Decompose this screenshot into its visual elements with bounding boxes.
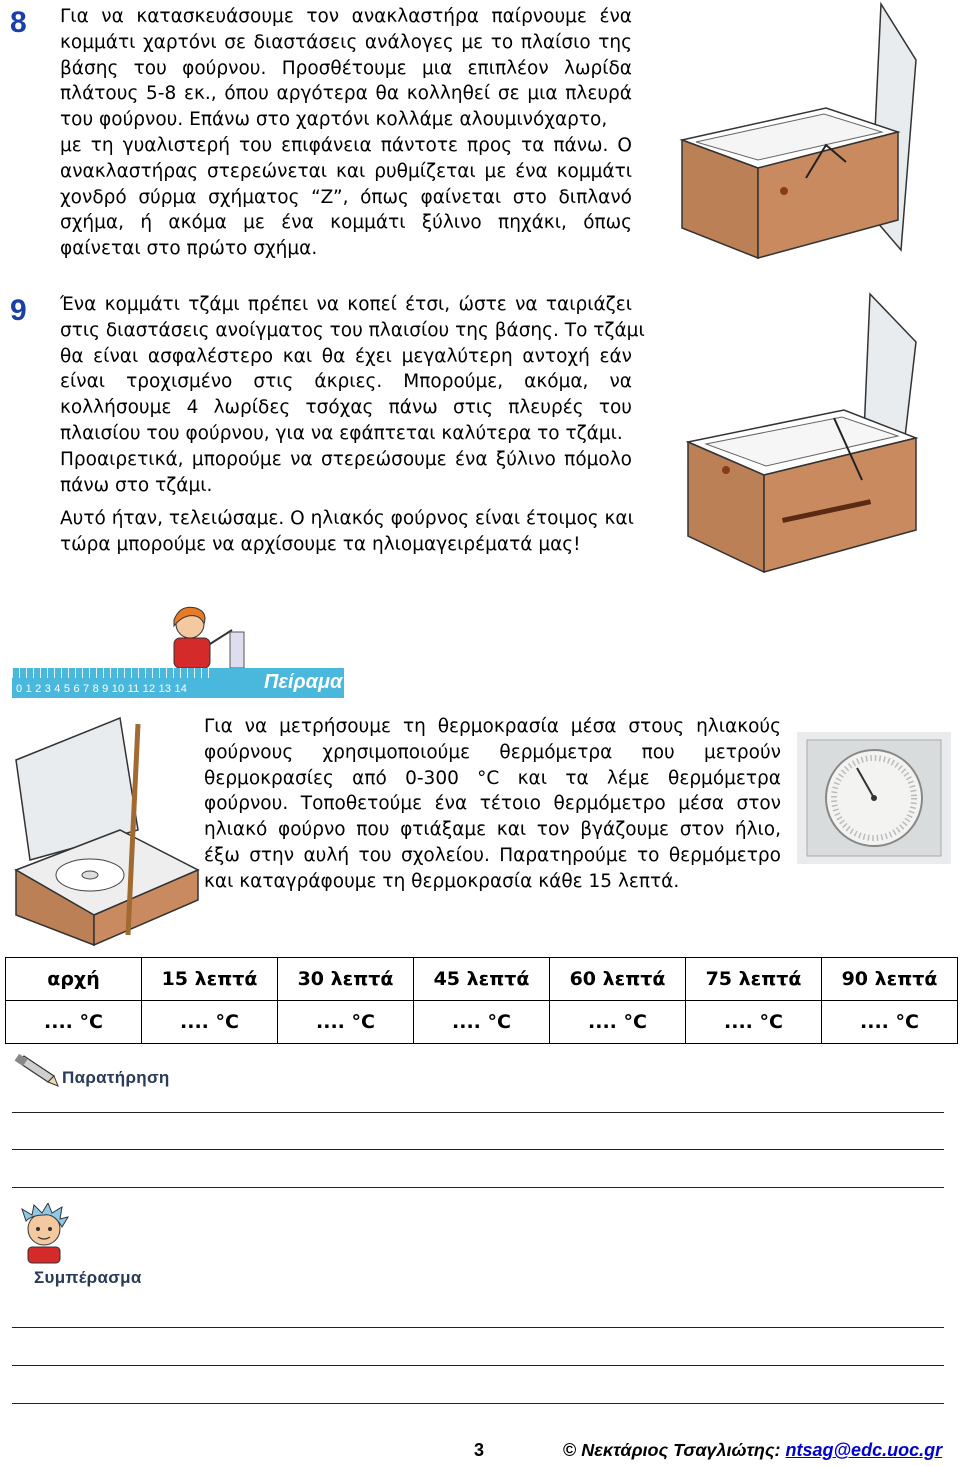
temperature-cell[interactable]: .... °C bbox=[142, 1001, 278, 1044]
text-line: πλαισίου του φούρνου, για να εφάπτεται καλύτερα το τζάμι. bbox=[60, 422, 623, 444]
table-header-cell: 60 λεπτά bbox=[550, 958, 686, 1001]
temperature-cell[interactable]: .... °C bbox=[822, 1001, 958, 1044]
text-line: βάσης του φούρνου. Προσθέτουμε μια επιπλέον λωρίδα bbox=[60, 57, 632, 79]
conclusion-child-icon bbox=[14, 1203, 76, 1265]
pencil-icon bbox=[14, 1052, 60, 1088]
text-line: κομμάτι χαρτόνι σε διαστάσεις ανάλογες με το πλαίσιο της bbox=[60, 31, 632, 53]
text-line: Αυτό ήταν, τελειώσαμε. Ο ηλιακός φούρνος είναι έτοιμος και bbox=[60, 508, 634, 529]
text-line: σχήμα, ή ακόμα με ένα κομμάτι ξύλινο πηχάκι, όπως bbox=[60, 212, 632, 234]
text-line: ηλιακό φούρνο που φτιάξαμε και τον βγάζουμε στον ήλιο, bbox=[204, 819, 781, 841]
temperature-cell[interactable]: .... °C bbox=[550, 1001, 686, 1044]
temperature-cell[interactable]: .... °C bbox=[686, 1001, 822, 1044]
solar-oven-glass-illustration bbox=[684, 290, 960, 590]
ruler-numbers: 0 1 2 3 4 5 6 7 8 9 10 11 12 13 14 bbox=[16, 683, 188, 695]
text-line: ανακλαστήρας στερεώνεται και ρυθμίζεται με ένα κομμάτι bbox=[60, 160, 632, 182]
answer-line[interactable] bbox=[12, 1403, 944, 1404]
conclusion-label: Συμπέρασμα bbox=[34, 1268, 142, 1287]
oven-thermometer-photo bbox=[797, 732, 951, 864]
step-9-text bbox=[60, 292, 645, 498]
solar-oven-reflector-illustration bbox=[676, 0, 956, 285]
experiment-banner bbox=[12, 668, 344, 698]
table-header-cell: 30 λεπτά bbox=[278, 958, 414, 1001]
text-line: Προαιρετικά, μπορούμε να στερεώσουμε ένα ξύλινο πόμολο bbox=[60, 448, 632, 470]
table-header-cell: αρχή bbox=[6, 958, 142, 1001]
temperature-table bbox=[5, 957, 958, 1044]
experiment-child-illustration bbox=[160, 602, 252, 672]
table-row bbox=[6, 1001, 958, 1044]
text-line: πάνω στο τζάμι. bbox=[60, 474, 213, 496]
text-line: χονδρό σύρμα σχήματος “Z”, όπως φαίνεται στο διπλανό bbox=[60, 186, 632, 208]
observation-label: Παρατήρηση bbox=[62, 1068, 170, 1087]
text-line: Ένα κομμάτι τζάμι πρέπει να κοπεί έτσι, ώστε να ταιριάζει bbox=[60, 294, 632, 315]
experiment-text bbox=[204, 714, 781, 895]
temperature-cell[interactable]: .... °C bbox=[6, 1001, 142, 1044]
experiment-title: Πείραμα bbox=[264, 671, 343, 693]
answer-line[interactable] bbox=[12, 1187, 944, 1188]
copyright-symbol: © bbox=[563, 1440, 577, 1460]
text-line: είναι τροχισμένο στις άκριες. Μπορούμε, ακόμα, να bbox=[60, 371, 632, 393]
answer-line[interactable] bbox=[12, 1149, 944, 1150]
answer-line[interactable] bbox=[12, 1112, 944, 1113]
closing-text bbox=[60, 506, 632, 558]
author-name: Νεκτάριος Τσαγλιώτης: bbox=[581, 1440, 781, 1460]
text-line: θερμοκρασίες από 0-300 °C και τα λέμε θερμόμετρα bbox=[204, 767, 781, 789]
step-number-9: 9 bbox=[10, 294, 27, 327]
text-line: τώρα μπορούμε να αρχίσουμε τα ηλιομαγειρέματά μας! bbox=[60, 533, 581, 555]
temperature-cell[interactable]: .... °C bbox=[414, 1001, 550, 1044]
solar-oven-stick-illustration bbox=[10, 710, 200, 950]
text-line: κολλήσουμε 4 λωρίδες τσόχας πάνω στις πλευρές του bbox=[60, 397, 632, 419]
answer-line[interactable] bbox=[12, 1365, 944, 1366]
table-header-cell: 15 λεπτά bbox=[142, 958, 278, 1001]
table-header-cell: 45 λεπτά bbox=[414, 958, 550, 1001]
footer-credit bbox=[563, 1440, 942, 1461]
temperature-cell[interactable]: .... °C bbox=[278, 1001, 414, 1044]
text-line: με τη γυαλιστερή του επιφάνεια πάντοτε προς τα πάνω. Ο bbox=[60, 134, 632, 156]
step-number-8: 8 bbox=[10, 6, 27, 39]
text-line: πλάτους 5-8 εκ., όπου αργότερα θα κολληθεί σε μια πλευρά bbox=[60, 83, 632, 105]
page-number: 3 bbox=[474, 1440, 485, 1460]
table-header-cell: 90 λεπτά bbox=[822, 958, 958, 1001]
table-header-row bbox=[6, 958, 958, 1001]
text-line: θα είναι ασφαλέστερο και θα έχει μεγαλύτερη αντοχή εάν bbox=[60, 345, 632, 367]
table-header-cell: 75 λεπτά bbox=[686, 958, 822, 1001]
text-line: και καταγράφουμε τη θερμοκρασία κάθε 15 λεπτά. bbox=[204, 870, 680, 892]
ruler-ticks bbox=[12, 668, 212, 678]
text-line: φούρνους χρησιμοποιούμε θερμόμετρα που μετρούν bbox=[204, 741, 781, 763]
text-line: Για να κατασκευάσουμε τον ανακλαστήρα παίρνουμε ένα bbox=[60, 6, 632, 27]
text-line: Για να μετρήσουμε τη θερμοκρασία μέσα στους ηλιακούς bbox=[204, 716, 781, 737]
step-8-text bbox=[60, 4, 632, 262]
answer-line[interactable] bbox=[12, 1327, 944, 1328]
text-line: του φούρνου. Επάνω στο χαρτόνι κολλάμε αλουμινόχαρτο, bbox=[60, 109, 608, 131]
text-line: στις διαστάσεις ανοίγματος του πλαισίου της βάσης. Το τζάμι bbox=[60, 319, 645, 341]
text-line: φούρνου. Τοποθετούμε ένα τέτοιο θερμόμετρο μέσα στον bbox=[204, 793, 781, 815]
text-line: φαίνεται στο πρώτο σχήμα. bbox=[60, 238, 318, 260]
text-line: έξω στην αυλή του σχολείου. Παρατηρούμε το θερμόμετρο bbox=[204, 844, 781, 866]
author-email-link[interactable]: ntsag@edc.uoc.gr bbox=[785, 1440, 943, 1460]
